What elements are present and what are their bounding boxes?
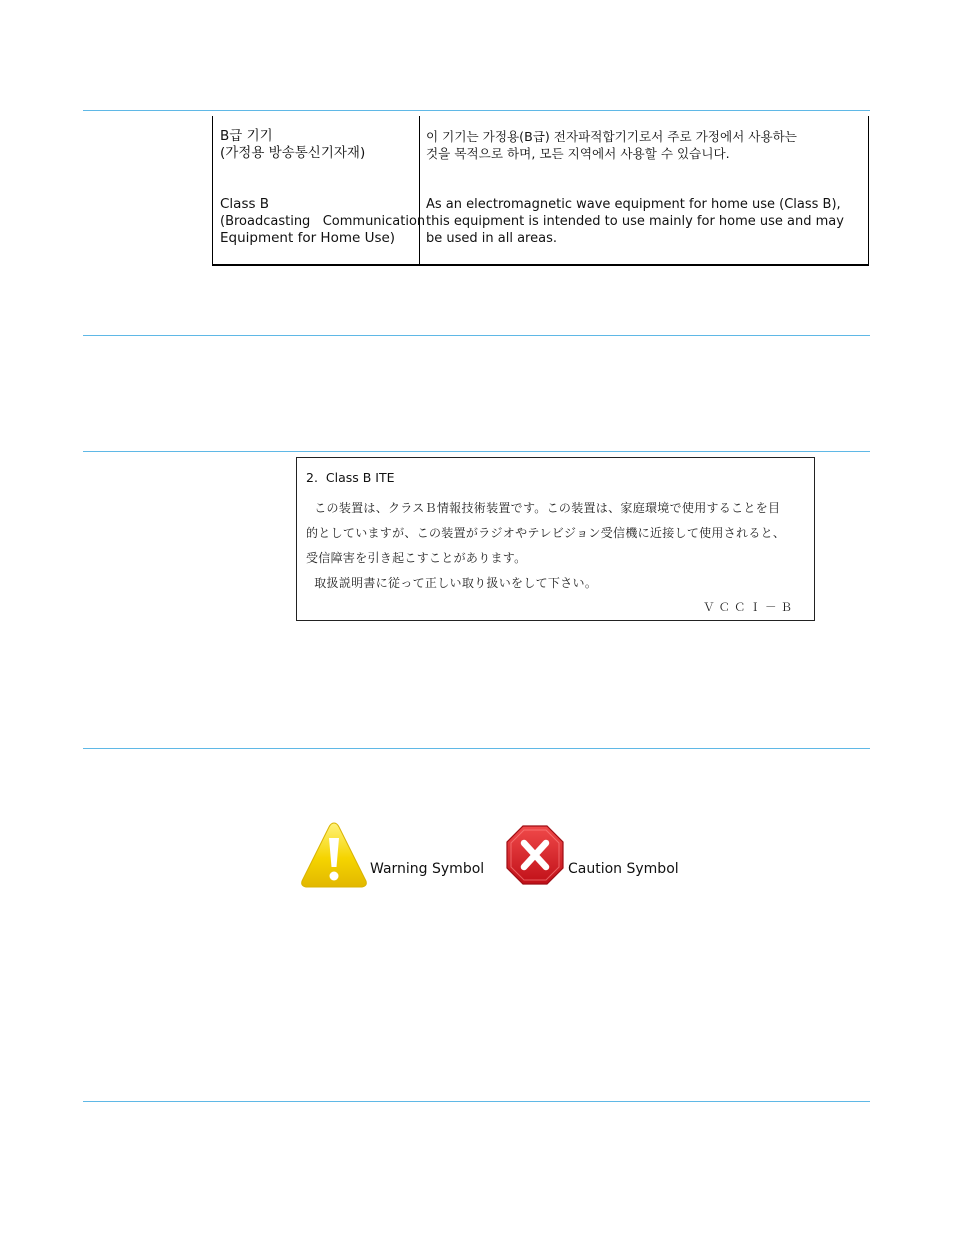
- section-divider: [83, 335, 870, 336]
- english-notice-line-2: this equipment is intended to use mainly for home use and may: [426, 214, 844, 229]
- korea-class-sublabel: (가정용 방송통신기자재): [220, 145, 366, 161]
- korea-class-b-table: [212, 116, 869, 266]
- section-divider: [83, 110, 870, 111]
- korea-notice-line-1: 이 기기는 가정용(B급) 전자파적합기기로서 주로 가정에서 사용하는: [426, 129, 797, 144]
- vcci-notice-box: [296, 457, 815, 621]
- korea-table-left-cell: [213, 116, 426, 264]
- section-divider: [83, 748, 870, 749]
- korea-notice-line-2: 것을 목적으로 하며, 모든 지역에서 사용할 수 있습니다.: [426, 146, 730, 161]
- english-class-sublabel-2: Equipment for Home Use): [220, 230, 396, 246]
- vcci-line-4: 取扱説明書に従って正しい取り扱いをして下さい。: [306, 576, 598, 590]
- korea-class-label: B급 기기: [220, 128, 273, 144]
- section-divider: [83, 1101, 870, 1102]
- english-notice-line-3: be used in all areas.: [426, 231, 557, 246]
- vcci-mark: ＶＣＣＩ－Ｂ: [703, 600, 796, 614]
- caution-symbol-label: Caution Symbol: [568, 861, 679, 877]
- section-divider: [83, 451, 870, 452]
- caution-symbol-group: [505, 821, 695, 891]
- warning-symbol-group: [300, 821, 490, 891]
- english-notice-line-1: As an electromagnetic wave equipment for home use (Class B),: [426, 197, 841, 212]
- warning-symbol-label: Warning Symbol: [370, 861, 485, 877]
- korea-table-right-cell: [420, 116, 868, 264]
- english-class-sublabel-1: (Broadcasting Communication: [220, 214, 426, 229]
- vcci-line-2: 的としていますが、この装置がラジオやテレビジョン受信機に近接して使用されると、: [306, 526, 786, 540]
- caution-octagon-icon: [505, 824, 565, 886]
- vcci-title: 2. Class B ITE: [306, 470, 395, 485]
- vcci-line-1: この装置は、クラスＢ情報技術装置です。この装置は、家庭環境で使用することを目: [306, 501, 781, 515]
- english-class-label: Class B: [220, 196, 270, 212]
- warning-triangle-icon: [300, 821, 368, 889]
- vcci-line-3: 受信障害を引き起こすことがあります。: [306, 551, 527, 565]
